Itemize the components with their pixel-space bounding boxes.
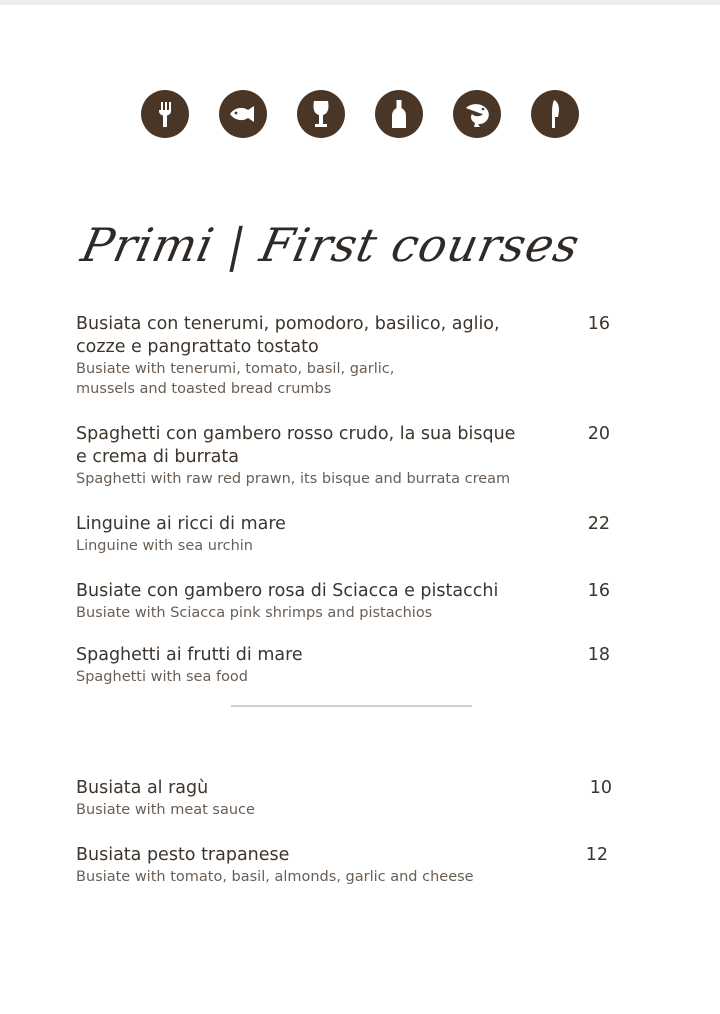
- dish-description: Spaghetti with raw red prawn, its bisque and burrata cream: [76, 471, 511, 487]
- wine-glass-icon: [297, 90, 345, 138]
- dish-description: Busiate with Sciacca pink shrimps and pistachios: [76, 605, 433, 621]
- category-icons: [141, 90, 577, 140]
- list-item: [76, 844, 616, 887]
- dish-price: 16: [587, 314, 610, 334]
- list-item: [76, 580, 616, 623]
- dish-name: Busiata pesto trapanese: [76, 845, 290, 865]
- dish-name: Spaghetti ai frutti di mare: [76, 645, 303, 665]
- wine-bottle-icon: [375, 90, 423, 138]
- list-item: [76, 423, 616, 489]
- page-title: Primi | First courses: [76, 218, 585, 272]
- dish-price: 18: [587, 645, 610, 665]
- list-item: [76, 644, 616, 687]
- dish-description: Linguine with sea urchin: [76, 538, 253, 554]
- fish-icon: [219, 90, 267, 138]
- dish-price: 16: [587, 581, 610, 601]
- dish-price: 22: [587, 514, 610, 534]
- dish-name: Spaghetti con gambero rosso crudo, la sua bisque e crema di burrata: [76, 424, 516, 467]
- dish-name: Busiata con tenerumi, pomodoro, basilico, aglio, cozze e pangrattato tostato: [76, 314, 500, 357]
- top-bar: [0, 0, 720, 5]
- list-item: [76, 777, 616, 820]
- dish-price: 10: [589, 778, 612, 798]
- dish-name: Linguine ai ricci di mare: [76, 514, 286, 534]
- list-item: [76, 313, 616, 399]
- section-divider: [231, 705, 472, 707]
- dish-description: Spaghetti with sea food: [76, 669, 249, 685]
- knife-icon: [531, 90, 579, 138]
- dish-price: 12: [585, 845, 608, 865]
- shrimp-icon: [453, 90, 501, 138]
- dish-description: Busiate with tenerumi, tomato, basil, garlic, mussels and toasted bread crumbs: [76, 361, 395, 397]
- list-item: [76, 513, 616, 556]
- dish-name: Busiate con gambero rosa di Sciacca e pistacchi: [76, 581, 499, 601]
- dish-description: Busiate with meat sauce: [76, 802, 255, 818]
- fork-icon: [141, 90, 189, 138]
- dish-name: Busiata al ragù: [76, 778, 209, 798]
- dish-price: 20: [587, 424, 610, 444]
- dish-description: Busiate with tomato, basil, almonds, garlic and cheese: [76, 869, 474, 885]
